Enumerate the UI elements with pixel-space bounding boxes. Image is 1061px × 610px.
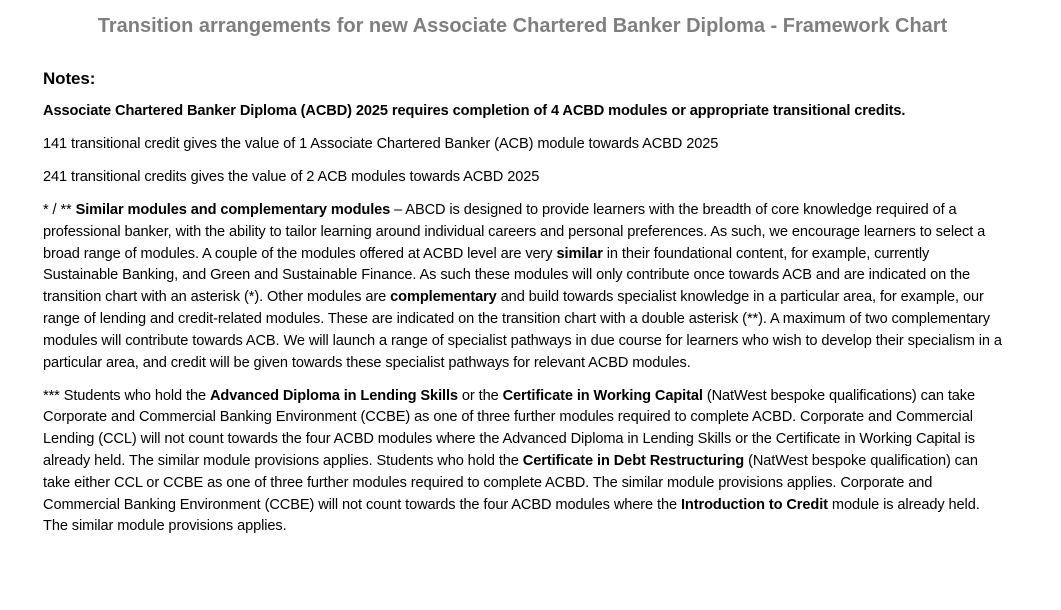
note-text: in their foundational content, for example, currently Sustainable Banking, and Green and Sustainable Finance. As such these modules will only contribute once towards ACB and are indicated on the transition chart with an asterisk (*). Other modules are xyxy=(43,245,971,306)
triple-asterisk-prefix: *** Students who hold the xyxy=(43,387,210,404)
qualification-debt-restructuring: Certificate in Debt Restructuring xyxy=(522,452,745,469)
similar-term: similar xyxy=(556,245,603,262)
qualification-lending-skills: Advanced Diploma in Lending Skills xyxy=(209,387,458,404)
qualification-working-capital: Certificate in Working Capital xyxy=(502,387,703,404)
credit-241-note: 241 transitional credits gives the value of 2 ACB modules towards ACBD 2025 xyxy=(43,168,540,185)
complementary-term: complementary xyxy=(390,289,497,306)
note-text: or the xyxy=(457,387,503,404)
acbd-requirement-note: Associate Chartered Banker Diploma (ACBD) 2025 requires completion of 4 ACBD modules or appropriate transitional credits. xyxy=(43,103,906,119)
note-text: and build towards specialist knowledge in a particular area, for example, our range of lending and credit-related modules. These are indicated on the transition chart with a double asterisk (**). A maximum of two complementary modules will contribute towards ACB. We will launch a range of specialist pathways in due course for learners who wish to develop their specialism in a particular area, and credit will be given towards these specialist pathways for relevant ACBD modules. xyxy=(43,289,1002,371)
module-introduction-to-credit: Introduction to Credit xyxy=(680,496,828,513)
notes-heading: Notes: xyxy=(43,69,96,88)
asterisk-prefix: * / ** xyxy=(43,201,76,218)
similar-complementary-note xyxy=(43,200,1008,374)
notes-section xyxy=(43,66,1008,549)
credit-141-note: 141 transitional credit gives the value of 1 Associate Chartered Banker (ACB) module towards ACBD 2025 xyxy=(43,135,719,152)
note-text: (NatWest bespoke qualifications) can take Corporate and Commercial Banking Environment (CCBE) as one of three further modules required to complete ACBD. Corporate and Commercial Lending (CCL) will not count towards the four ACBD modules where the Advanced Diploma in Lending Skills or the Certificate in Working Capital is already held. The similar module provisions applies. Students who hold the xyxy=(43,387,976,469)
page-title: Transition arrangements for new Associate Chartered Banker Diploma - Framework Chart xyxy=(97,15,948,37)
natwest-qualifications-note xyxy=(43,386,1008,539)
note-text: module is already held. The similar module provisions applies. xyxy=(43,496,980,535)
similar-complementary-heading: Similar modules and complementary modules xyxy=(75,201,391,218)
note-text: – ABCD is designed to provide learners with the breadth of core knowledge required of a professional banker, with the ability to tailor learning around individual careers and personal preferences. As such, we encourage learners to select a broad range of modules. A couple of the modules offered at ACBD level are very xyxy=(43,201,986,262)
note-text: (NatWest bespoke qualification) can take either CCL or CCBE as one of three further modules required to complete ACBD. The similar module provisions applies. Corporate and Commercial Banking Environment (CCBE) will not count towards the four ACBD modules where the xyxy=(43,452,978,513)
